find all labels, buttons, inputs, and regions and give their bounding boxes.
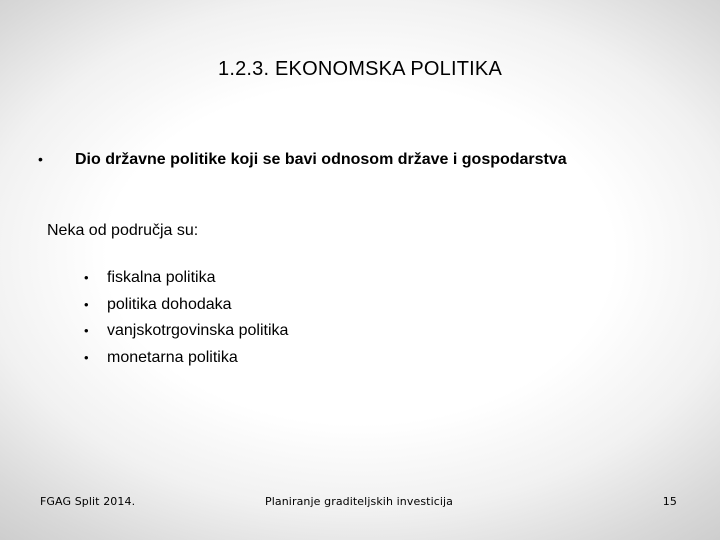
bullet-marker: • xyxy=(84,323,89,338)
page-number: 15 xyxy=(662,495,677,508)
bullet-marker: • xyxy=(84,349,89,365)
bullet-marker: • xyxy=(84,296,89,312)
bullet-marker: • xyxy=(38,151,43,167)
list-item xyxy=(84,292,288,319)
main-bullet-text: Dio državne politike koji se bavi odnosom države i gospodarstva xyxy=(75,151,567,168)
list-item-text: politika dohodaka xyxy=(107,295,232,313)
list-item-text: vanjskotrgovinska politika xyxy=(107,322,289,339)
list-item xyxy=(84,345,288,372)
list-item xyxy=(84,265,288,292)
main-bullet xyxy=(38,148,567,171)
footer-institution: FGAG Split 2014. xyxy=(40,495,136,508)
bullet-marker: • xyxy=(84,270,89,285)
list-item xyxy=(84,318,288,345)
list-item-text: fiskalna politika xyxy=(107,269,216,286)
footer-course-title: Planiranje graditeljskih investicija xyxy=(265,495,454,508)
slide-title: 1.2.3. EKONOMSKA POLITIKA xyxy=(218,58,502,80)
areas-list xyxy=(84,265,288,371)
list-item-text: monetarna politika xyxy=(107,348,238,366)
areas-intro: Neka od područja su: xyxy=(47,222,199,239)
